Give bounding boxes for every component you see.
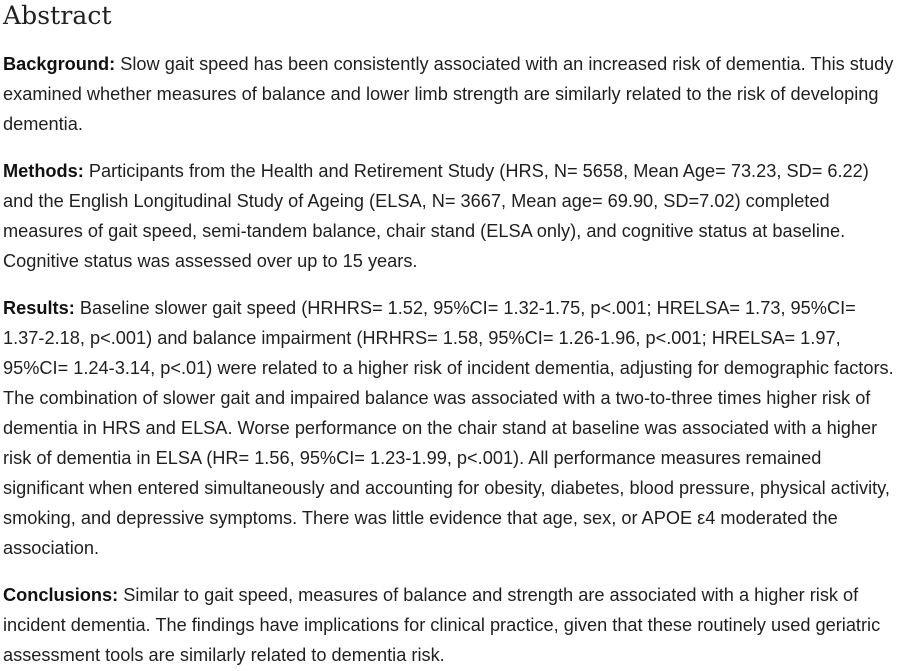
- conclusions-paragraph: [3, 580, 901, 670]
- conclusions-label: Conclusions:: [3, 585, 119, 605]
- abstract-section: [3, 0, 901, 670]
- background-text: Slow gait speed has been consistently associated with an increased risk of dementia. This study examined whether measures of balance and lower limb strength are similarly related to the risk of developing dementia.: [3, 54, 894, 134]
- results-text: Baseline slower gait speed (HRHRS= 1.52, 95%CI= 1.32-1.75, p<.001; HRELSA= 1.73, 95%CI= 1.37-2.18, p<.001) and balance impairment (HRHRS= 1.58, 95%CI= 1.26-1.96, p<.001; HRELSA= 1.97, 95%CI= 1.24-3.14, p<.01) were related to a higher risk of incident dementia, adjusting for demographic factors. The combination of slower gait and impaired balance was associated with a two-to-three times higher risk of dementia in HRS and ELSA. Worse performance on the chair stand at baseline was associated with a higher risk of dementia in ELSA (HR= 1.56, 95%CI= 1.23-1.99, p<.001). All performance measures remained significant when entered simultaneously and accounting for obesity, diabetes, blood pressure, physical activity, smoking, and depressive symptoms. There was little evidence that age, sex, or APOE ε4 moderated the association.: [3, 298, 894, 558]
- abstract-heading: Abstract: [3, 1, 112, 30]
- results-paragraph: [3, 293, 901, 563]
- results-label: Results:: [3, 298, 75, 318]
- methods-label: Methods:: [3, 161, 84, 181]
- background-paragraph: [3, 49, 901, 139]
- background-label: Background:: [3, 54, 116, 74]
- conclusions-text: Similar to gait speed, measures of balance and strength are associated with a higher risk of incident dementia. The findings have implications for clinical practice, given that these routinely used geriatric assessment tools are similarly related to dementia risk.: [3, 585, 881, 665]
- methods-text: Participants from the Health and Retirement Study (HRS, N= 5658, Mean Age= 73.23, SD= 6.22) and the English Longitudinal Study of Ageing (ELSA, N= 3667, Mean age= 69.90, SD=7.02) completed measures of gait speed, semi-tandem balance, chair stand (ELSA only), and cognitive status at baseline. Cognitive status was assessed over up to 15 years.: [3, 161, 869, 271]
- methods-paragraph: [3, 156, 901, 276]
